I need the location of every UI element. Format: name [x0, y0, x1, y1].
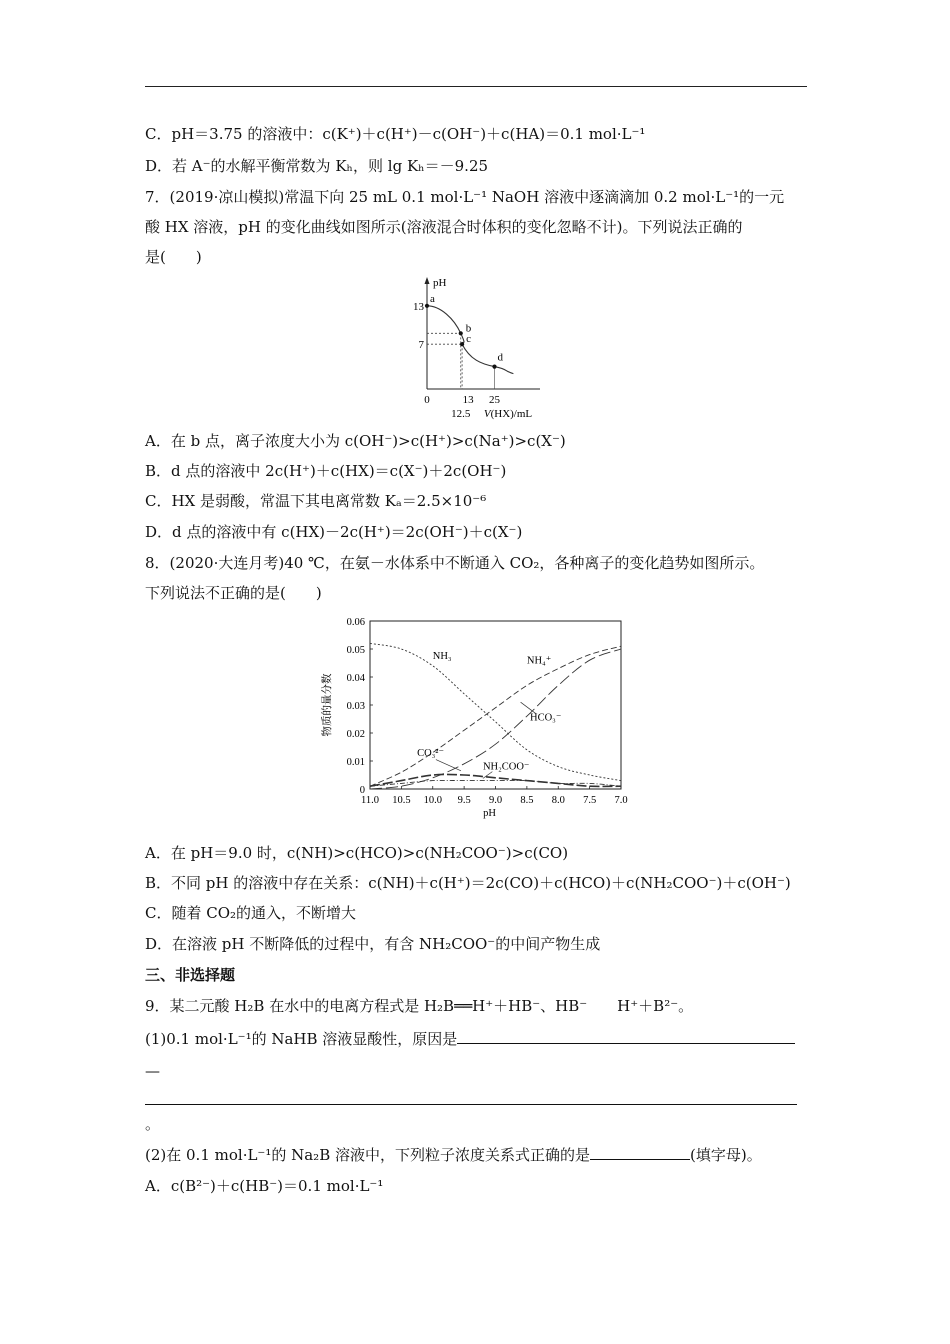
point-label-a: a: [430, 292, 435, 305]
q8-option-a: A．在 pH＝9.0 时，c(NH)>c(HCO)>c(NH₂COO⁻)>c(CO): [145, 844, 569, 862]
q6-option-d: D．若 A⁻的水解平衡常数为 Kₕ，则 lg Kₕ＝－9.25: [145, 157, 489, 175]
y-tick-13: 13: [413, 300, 424, 313]
x-tick-label-3: 9.5: [457, 795, 471, 806]
q8-option-c: C．随着 CO₂的通入，不断增大: [145, 904, 357, 922]
leader-hco3: [521, 702, 537, 714]
y-tick-7: 7: [418, 339, 424, 352]
q7-option-c: C．HX 是弱酸，常温下其电离常数 Kₐ＝2.5×10⁻⁶: [145, 492, 487, 510]
y-tick-label-5: 0.05: [346, 645, 365, 656]
x-tick-label-7: 7.5: [583, 795, 597, 806]
point-label-c: c: [466, 333, 471, 346]
point-b: [459, 331, 463, 335]
point-c: [460, 342, 464, 346]
x-tick-0: 0: [424, 394, 430, 406]
series-label-nh3: NH₃: [432, 650, 452, 662]
point-d: [492, 365, 496, 369]
answer-line-2[interactable]: [145, 1090, 797, 1110]
species-distribution-chart: [318, 612, 630, 834]
series-label-co3: CO₃²⁻: [417, 747, 444, 759]
point-label-d: d: [497, 351, 503, 364]
header-rule: [145, 86, 807, 87]
q7-option-b: B．d 点的溶液中 2c(H⁺)＋c(HX)＝c(X⁻)＋2c(OH⁻): [145, 462, 507, 480]
q6-option-c: C．pH＝3.75 的溶液中：c(K⁺)＋c(H⁺)－c(OH⁻)＋c(HA)＝0.1 mol·L⁻¹: [145, 125, 646, 143]
y-tick-label-2: 0.02: [346, 729, 365, 740]
q7-option-d: D．d 点的溶液中有 c(HX)－2c(H⁺)＝2c(OH⁻)＋c(X⁻): [145, 523, 523, 541]
x-tick-12-5: 12.5: [451, 408, 471, 420]
q9-part1-text: (1)0.1 mol·L⁻¹的 NaHB 溶液显酸性，原因是: [145, 1030, 458, 1048]
y-tick-label-4: 0.04: [346, 673, 365, 684]
q7-option-a: A．在 b 点，离子浓度大小为 c(OH⁻)>c(H⁺)>c(Na⁺)>c(X⁻): [145, 432, 566, 450]
q7-stem-line2: 酸 HX 溶液，pH 的变化曲线如图所示(溶液混合时体积的变化忽略不计)。下列说法正确的: [145, 218, 743, 236]
x-tick-label-1: 10.5: [392, 795, 411, 806]
answer-blank-3[interactable]: [590, 1145, 690, 1160]
y-tick-label-0: 0: [359, 785, 365, 796]
q9-part1: [145, 1029, 795, 1049]
x-axis-label: V(HX)/mL: [483, 408, 533, 420]
q9-period: 。: [145, 1115, 161, 1133]
x-tick-label-6: 8.0: [551, 795, 565, 806]
y-axis-arrow: [425, 277, 430, 284]
x-tick-label-4: 9.0: [488, 795, 503, 806]
q9-dash: —: [145, 1062, 160, 1080]
y-tick-label-1: 0.01: [346, 757, 365, 768]
q8-option-d: D．在溶液 pH 不断降低的过程中，有含 NH₂COO⁻的中间产物生成: [145, 935, 601, 953]
q9-part2: [145, 1145, 762, 1165]
q8-stem-line2: 下列说法不正确的是( ): [145, 584, 322, 602]
x-tick-label-5: 8.5: [520, 795, 534, 806]
series-label-nh2coo: NH₂COO⁻: [482, 761, 530, 773]
answer-blank-1[interactable]: [457, 1029, 795, 1044]
q9-stem: 9．某二元酸 H₂B 在水中的电离方程式是 H₂B══H⁺＋HB⁻、HB⁻ H⁺＋B²⁻。: [145, 997, 694, 1015]
series-label-nh4: NH₄⁺: [526, 655, 552, 667]
y-tick-label-6: 0.06: [346, 617, 365, 628]
q9-part2-text: (2)在 0.1 mol·L⁻¹的 Na₂B 溶液中，下列粒子浓度关系式正确的是: [145, 1146, 590, 1164]
section-heading: 三、非选择题: [145, 966, 236, 984]
x-tick-13: 13: [462, 394, 474, 406]
q9-option-a: A．c(B²⁻)＋c(HB⁻)＝0.1 mol·L⁻¹: [145, 1177, 384, 1195]
point-a: [425, 304, 429, 308]
series-line-nh3: [370, 643, 621, 780]
q8-option-b: B．不同 pH 的溶液中存在关系：c(NH)＋c(H⁺)＝2c(CO)＋c(HCO)＋c(NH₂COO⁻)＋c(OH⁻): [145, 874, 791, 892]
q7-stem-line1: 7．(2019·凉山模拟)常温下向 25 mL 0.1 mol·L⁻¹ NaOH 溶液中逐滴滴加 0.2 mol·L⁻¹的一元: [145, 188, 785, 206]
y-axis-label: 物质的量分数: [322, 673, 333, 737]
x-tick-25: 25: [489, 394, 500, 406]
titration-marks: [413, 293, 532, 420]
x-tick-label-0: 11.0: [361, 795, 379, 806]
x-axis-label: pH: [483, 808, 496, 819]
q9-part2-tail: (填字母)。: [690, 1146, 762, 1164]
series-label-hco3: HCO₃⁻: [530, 712, 562, 724]
q7-stem-line3: 是( ): [145, 248, 202, 266]
x-tick-label-8: 7.0: [614, 795, 628, 806]
answer-blank-2[interactable]: [145, 1090, 797, 1105]
q8-stem-line1: 8．(2020·大连月考)40 ℃，在氨－水体系中不断通入 CO₂，各种离子的变化趋势如图所示。: [145, 554, 765, 572]
titration-chart: [400, 276, 550, 421]
point-label-b: b: [465, 322, 472, 335]
y-tick-label-3: 0.03: [346, 701, 365, 712]
leader-co3: [436, 760, 461, 771]
x-tick-label-2: 10.0: [423, 795, 442, 806]
y-axis-label: pH: [433, 277, 447, 289]
